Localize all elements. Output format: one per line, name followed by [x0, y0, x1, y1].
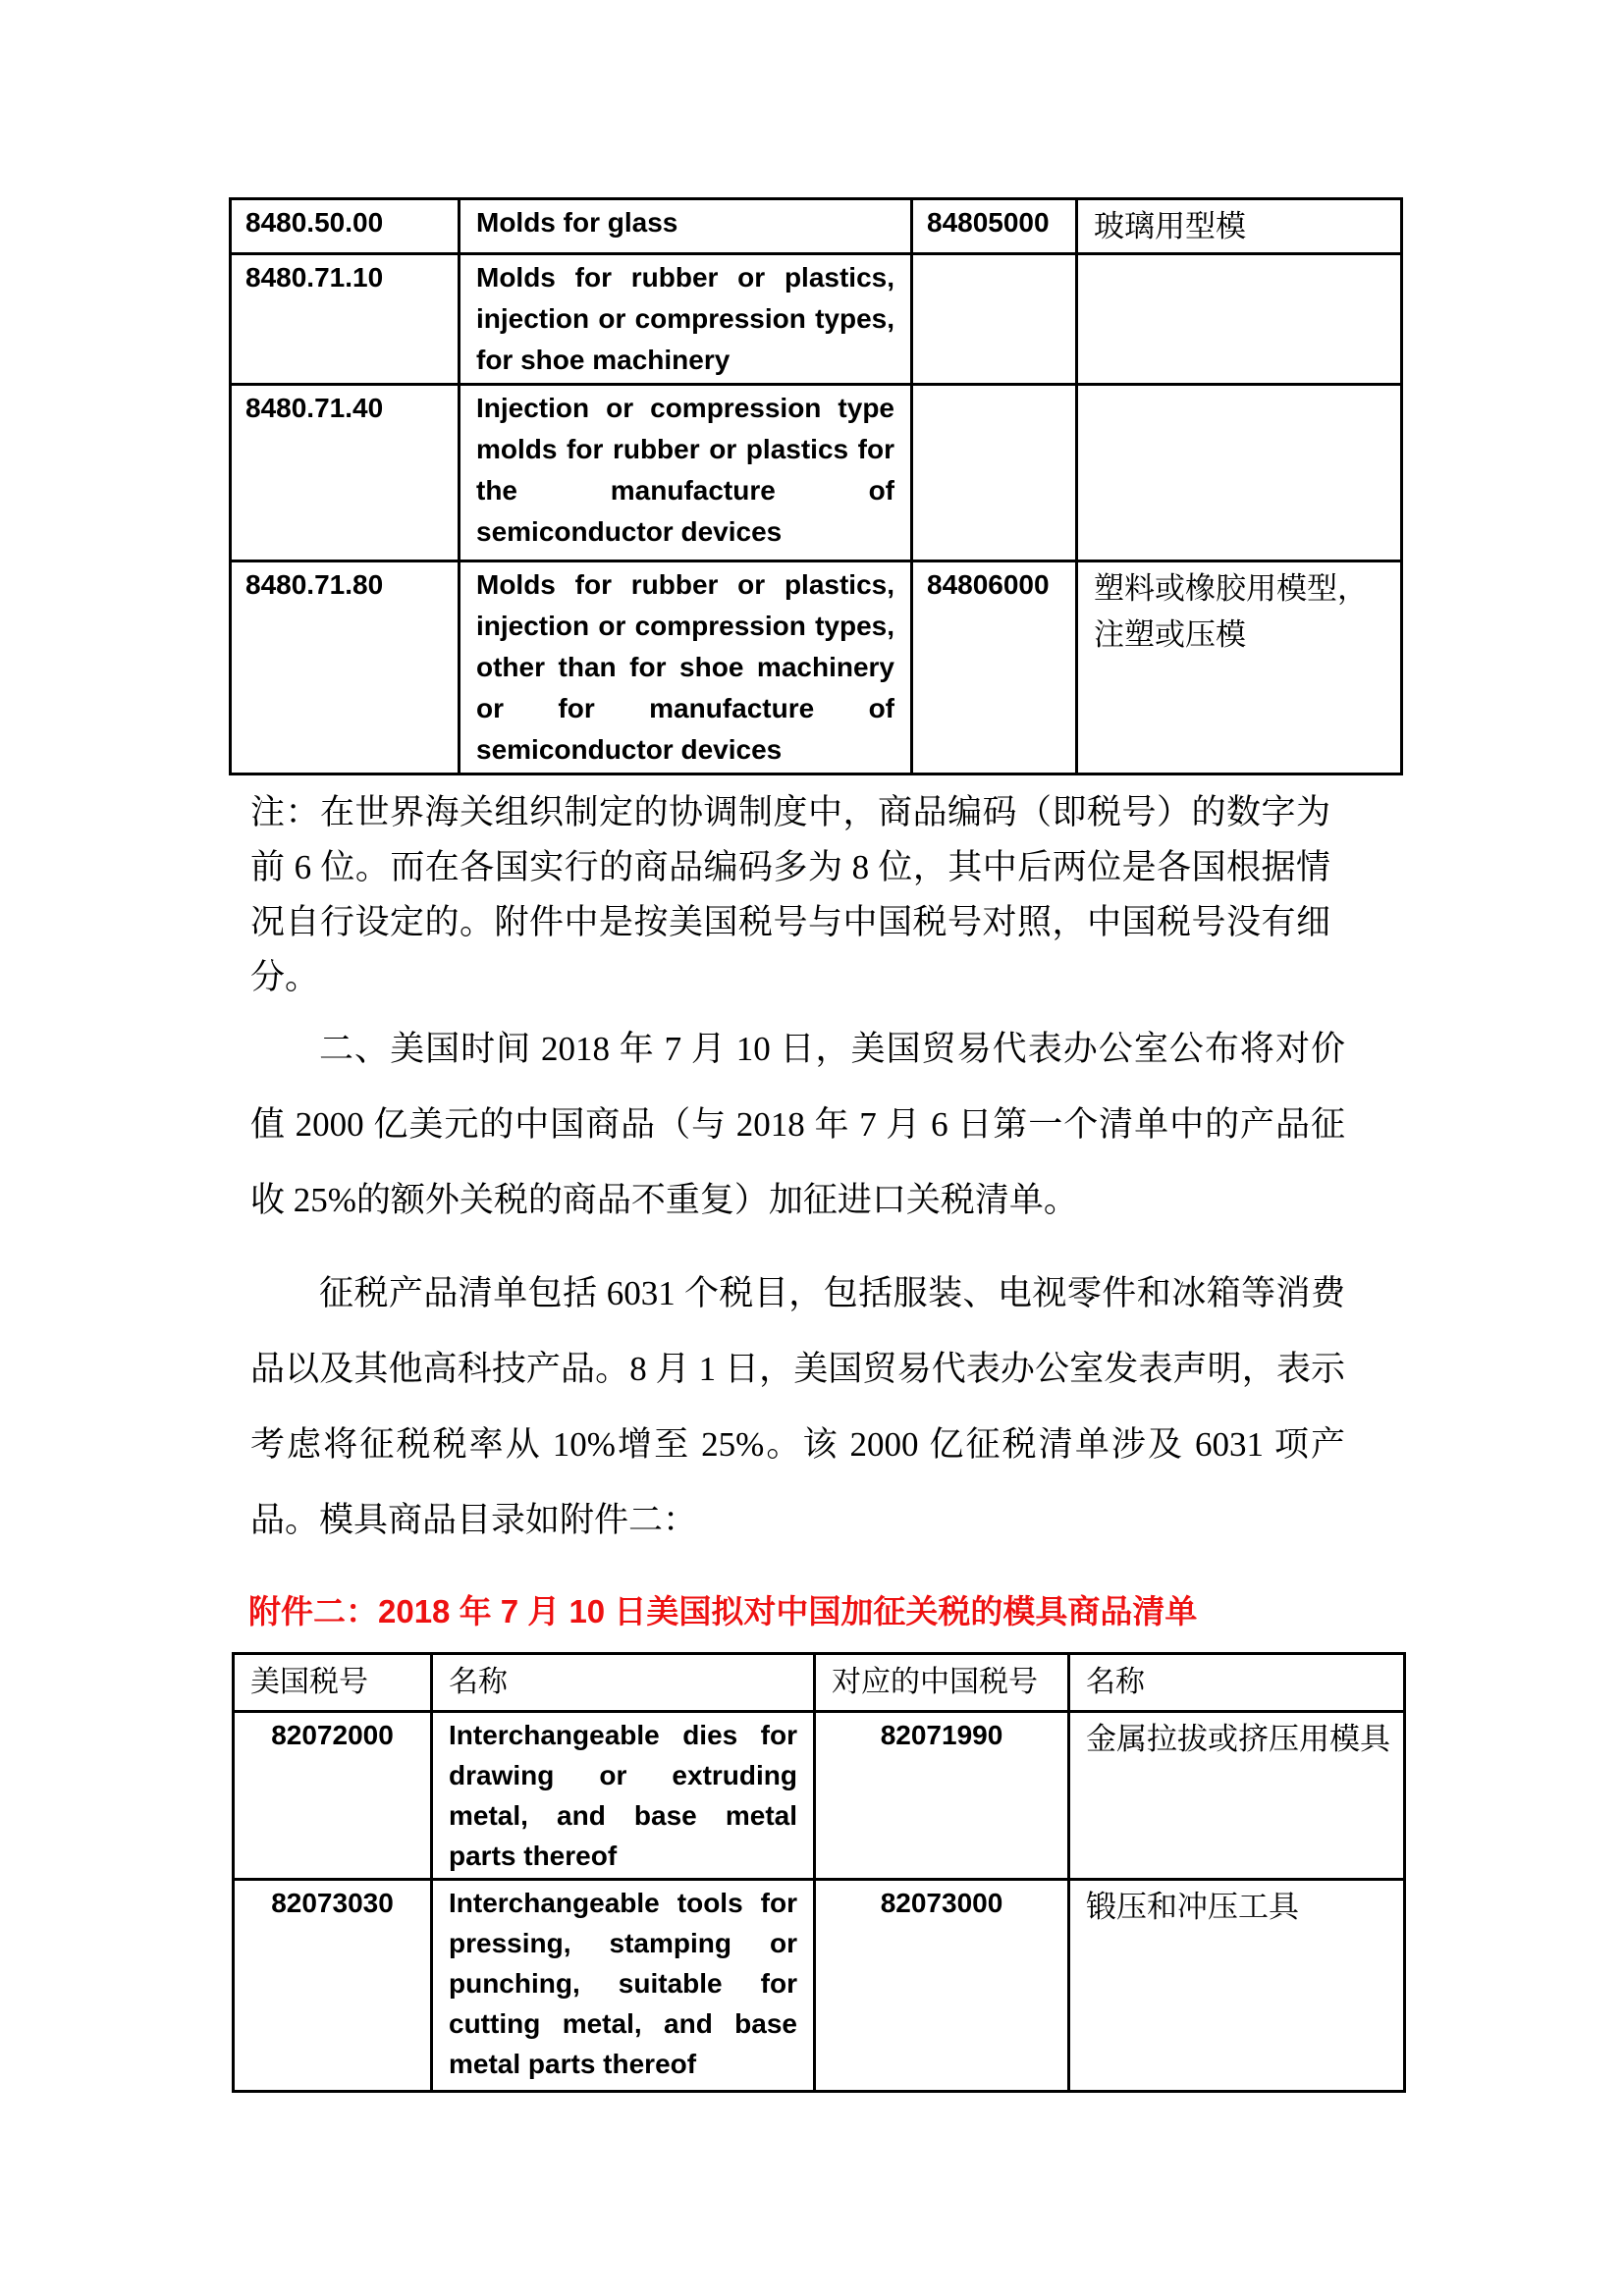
us-tariff-code-header: 美国税号	[234, 1654, 432, 1712]
section2-paragraph: 二、美国时间 2018 年 7 月 10 日，美国贸易代表办公室公布将对价值 2000 亿美元的中国商品（与 2018 年 7 月 6 日第一个清单中的产品征收 25%的额外关税的商品不重复）加征进口关税清单。	[250, 1030, 1345, 1219]
table-row	[234, 1712, 1405, 1880]
cn-tariff-code-cell: 82073000	[815, 1880, 1069, 2092]
tariff-table-top	[229, 197, 1403, 775]
us-description-cell: Injection or compression type molds for rubber or plastics for the manufacture of semiconductor devices	[460, 385, 912, 561]
tariff-table-attachment2	[232, 1652, 1406, 2093]
us-description-cell: Molds for rubber or plastics, injection or compression types, other than for shoe machinery or for manufacture of semiconductor devices	[460, 561, 912, 774]
cn-name-header: 名称	[1069, 1654, 1405, 1712]
table-row	[231, 254, 1402, 385]
cn-tariff-code-cell	[912, 254, 1077, 385]
cn-tariff-code-header: 对应的中国税号	[815, 1654, 1069, 1712]
us-tariff-code-cell: 8480.71.80	[231, 561, 460, 774]
cn-tariff-code-cell: 84806000	[912, 561, 1077, 774]
table-row	[234, 1880, 1405, 2092]
us-tariff-code-cell: 82073030	[234, 1880, 432, 2092]
cn-tariff-code-cell	[912, 385, 1077, 561]
cn-description-cell	[1077, 254, 1402, 385]
table-row	[231, 199, 1402, 254]
us-name-header: 名称	[432, 1654, 815, 1712]
cn-tariff-code-cell: 82071990	[815, 1712, 1069, 1880]
us-tariff-code-cell: 8480.50.00	[231, 199, 460, 254]
cn-description-cell: 塑料或橡胶用模型，注塑或压模	[1077, 561, 1402, 774]
table-row	[231, 561, 1402, 774]
us-description-cell: Interchangeable tools for pressing, stamping or punching, suitable for cutting metal, and base metal parts thereof	[432, 1880, 815, 2092]
section2-detail-paragraph: 征税产品清单包括 6031 个税目，包括服装、电视零件和冰箱等消费品以及其他高科技产品。8 月 1 日，美国贸易代表办公室发表声明，表示考虑将征税税率从 10%增至 25%。该 2000 亿征税清单涉及 6031 项产品。模具商品目录如附件二：	[250, 1274, 1345, 1539]
cn-description-cell: 金属拉拔或挤压用模具	[1069, 1712, 1405, 1880]
cn-description-cell: 锻压和冲压工具	[1069, 1880, 1405, 2092]
us-description-cell: Interchangeable dies for drawing or extruding metal, and base metal parts thereof	[432, 1712, 815, 1880]
table-header-row	[234, 1654, 1405, 1712]
cn-tariff-code-cell: 84805000	[912, 199, 1077, 254]
us-tariff-code-cell: 82072000	[234, 1712, 432, 1880]
attachment2-heading: 附件二：2018 年 7 月 10 日美国拟对中国加征关税的模具商品清单	[248, 1593, 1198, 1629]
cn-description-cell: 玻璃用型模	[1077, 199, 1402, 254]
table-row	[231, 385, 1402, 561]
us-description-cell: Molds for rubber or plastics, injection or compression types, for shoe machinery	[460, 254, 912, 385]
note-paragraph: 注：在世界海关组织制定的协调制度中，商品编码（即税号）的数字为前 6 位。而在各国实行的商品编码多为 8 位，其中后两位是各国根据情况自行设定的。附件中是按美国税号与中国税号对照，中国税号没有细分。	[250, 793, 1330, 996]
us-tariff-code-cell: 8480.71.10	[231, 254, 460, 385]
cn-description-cell	[1077, 385, 1402, 561]
us-tariff-code-cell: 8480.71.40	[231, 385, 460, 561]
us-description-cell: Molds for glass	[460, 199, 912, 254]
